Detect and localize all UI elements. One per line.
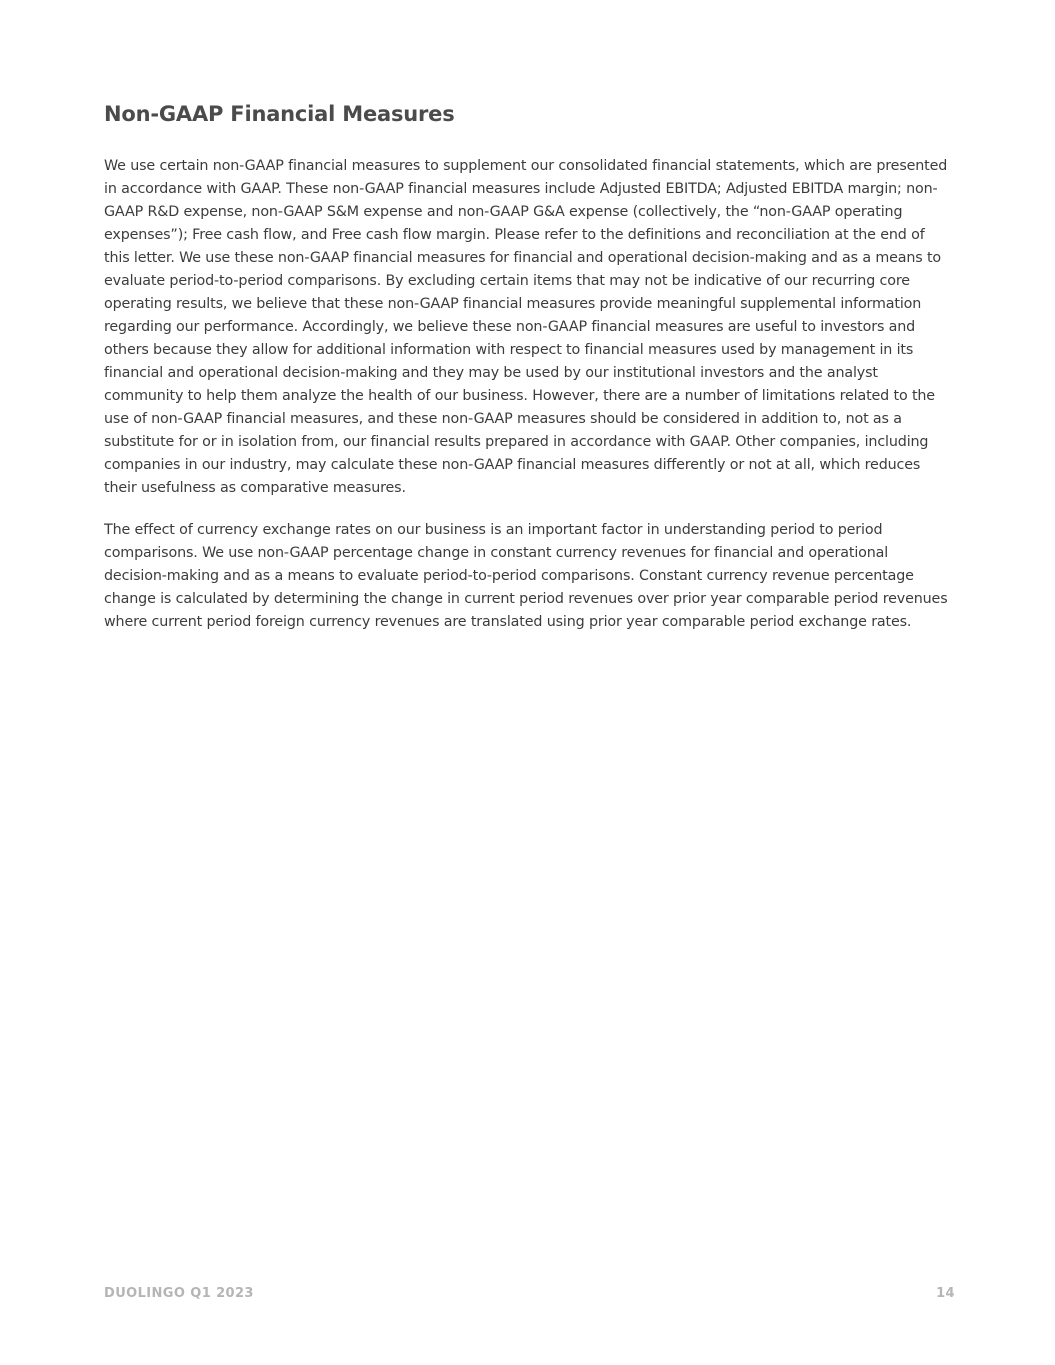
document-body: [104, 155, 954, 653]
page-footer: [104, 1286, 955, 1301]
paragraph-constant-currency: The effect of currency exchange rates on our business is an important factor in understanding period to period comparisons. We use non-GAAP percentage change in constant currency revenues for financial and operational decision-making and as a means to evaluate period-to-period comparisons. Constant currency revenue percentage change is calculated by determining the change in current period revenues over prior year comparable period revenues where current period foreign currency revenues are translated using prior year comparable period exchange rates.: [104, 522, 948, 630]
page-number: 14: [936, 1286, 955, 1301]
footer-report-label: DUOLINGO Q1 2023: [104, 1286, 254, 1301]
paragraph-non-gaap-overview: We use certain non-GAAP financial measures to supplement our consolidated financial statements, which are presented in accordance with GAAP. These non-GAAP financial measures include Adjusted EBITDA; Adjusted EBITDA margin; non-GAAP R&D expense, non-GAAP S&M expense and non-GAAP G&A expense (collectively, the “non-GAAP operating expenses”); Free cash flow, and Free cash flow margin. Please refer to the definitions and reconciliation at the end of this letter. We use these non-GAAP financial measures for financial and operational decision-making and as a means to evaluate period-to-period comparisons. By excluding certain items that may not be indicative of our recurring core operating results, we believe that these non-GAAP financial measures provide meaningful supplemental information regarding our performance. Accordingly, we believe these non-GAAP financial measures are useful to investors and others because they allow for additional information with respect to financial measures used by management in its financial and operational decision-making and they may be used by our institutional investors and the analyst community to help them analyze the health of our business. However, there are a number of limitations related to the use of non-GAAP financial measures, and these non-GAAP measures should be considered in addition to, not as a substitute for or in isolation from, our financial results prepared in accordance with GAAP. Other companies, including companies in our industry, may calculate these non-GAAP financial measures differently or not at all, which reduces their usefulness as comparative measures.: [104, 158, 948, 496]
page-title: Non-GAAP Financial Measures: [104, 102, 455, 126]
